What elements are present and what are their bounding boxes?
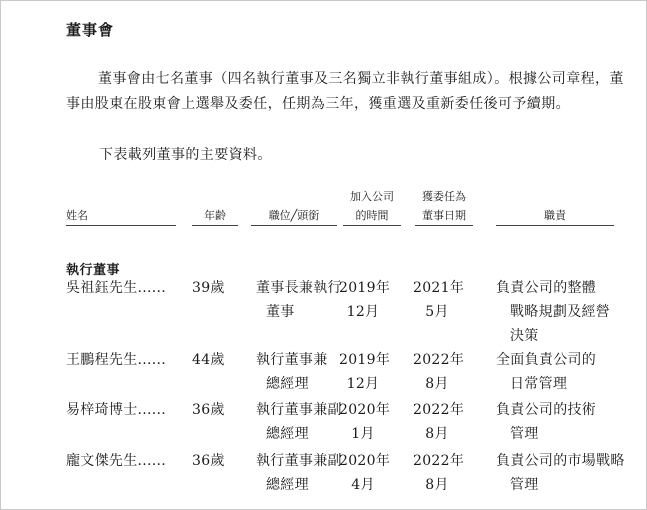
director-name: 吳祖鈺先生......: [66, 280, 167, 296]
joined-month: 12月: [346, 304, 380, 320]
section-heading: 董事會: [66, 21, 115, 39]
header-rule-age: [192, 225, 238, 226]
director-duties: [496, 398, 596, 446]
header-appointed: [415, 187, 473, 225]
appointed-date: [413, 276, 465, 324]
position-line: 總經理: [266, 477, 309, 493]
appointed-date: [413, 348, 465, 396]
appointed-date: [413, 449, 465, 497]
header-age: 年齡: [204, 209, 226, 222]
header-rule-appointed: [415, 225, 473, 226]
header-appointed-line2: 董事日期: [422, 209, 466, 222]
director-name: 易梓琦博士......: [66, 402, 167, 418]
duties-line: 戰略規劃及經營: [510, 304, 611, 320]
duties-line: 決策: [510, 328, 539, 344]
director-name: 王鵬程先生......: [66, 352, 167, 368]
header-joined: [343, 187, 401, 225]
joined-date: [339, 398, 391, 446]
header-rule-joined: [343, 225, 401, 226]
appointed-month: 8月: [425, 426, 449, 442]
header-joined-line2: 的時間: [355, 209, 389, 222]
appointed-date: [413, 398, 465, 446]
joined-year: 2019年: [339, 280, 391, 296]
header-appointed-line1: 獲委任為: [422, 190, 466, 203]
director-position: [256, 449, 342, 497]
joined-date: [339, 449, 391, 497]
position-line: 董事: [266, 304, 295, 320]
director-position: [256, 348, 336, 396]
director-duties: [496, 348, 596, 396]
header-rule-name: [66, 225, 176, 226]
section-executive-directors: 執行董事: [66, 263, 121, 278]
duties-line: 全面負責公司的: [496, 352, 597, 368]
position-line: 執行董事兼副: [256, 453, 342, 469]
joined-year: 2019年: [339, 352, 391, 368]
header-rule-position: [251, 225, 337, 226]
header-joined-line1: 加入公司: [350, 190, 394, 203]
table-intro-text: 下表載列董事的主要資料。: [99, 147, 272, 163]
joined-date: [339, 348, 391, 396]
header-duties: 職責: [544, 209, 566, 222]
joined-year: 2020年: [339, 402, 391, 418]
header-position: 職位╱頭銜: [268, 209, 320, 222]
duties-line: 管理: [510, 426, 539, 442]
director-duties: [496, 276, 610, 348]
position-line: 董事長兼執行: [256, 280, 342, 296]
director-age: 44歲: [192, 352, 225, 368]
appointed-year: 2022年: [413, 352, 465, 368]
paragraph-text: 董事會由七名董事（四名執行董事及三名獨立非執行董事組成）。根據公司章程，董事由股東在股東會上選舉及委任，任期為三年，獲重選及重新委任後可予續期。: [66, 71, 624, 112]
director-duties: [496, 449, 625, 497]
position-line: 總經理: [266, 426, 309, 442]
appointed-month: 5月: [425, 304, 449, 320]
director-position: [256, 276, 342, 324]
position-line: 執行董事兼副: [256, 402, 342, 418]
joined-year: 2020年: [339, 453, 391, 469]
director-age: 36歲: [192, 402, 225, 418]
duties-line: 負責公司的市場戰略: [496, 453, 625, 469]
appointed-year: 2022年: [413, 453, 465, 469]
header-rule-duties: [496, 225, 614, 226]
joined-date: [339, 276, 391, 324]
duties-line: 負責公司的技術: [496, 402, 597, 418]
director-age: 39歲: [192, 280, 225, 296]
position-line: 總經理: [266, 376, 309, 392]
duties-line: 日常管理: [510, 376, 568, 392]
appointed-month: 8月: [425, 477, 449, 493]
director-age: 36歲: [192, 453, 225, 469]
joined-month: 12月: [346, 376, 380, 392]
joined-month: 1月: [351, 426, 375, 442]
director-position: [256, 398, 342, 446]
joined-month: 4月: [351, 477, 375, 493]
appointed-year: 2021年: [413, 280, 465, 296]
board-description-paragraph: [66, 67, 626, 117]
appointed-month: 8月: [425, 376, 449, 392]
duties-line: 管理: [510, 477, 539, 493]
appointed-year: 2022年: [413, 402, 465, 418]
duties-line: 負責公司的整體: [496, 280, 597, 296]
position-line: 執行董事兼: [256, 352, 328, 368]
header-name: 姓名: [66, 209, 88, 222]
director-name: 龐文傑先生......: [66, 453, 167, 469]
